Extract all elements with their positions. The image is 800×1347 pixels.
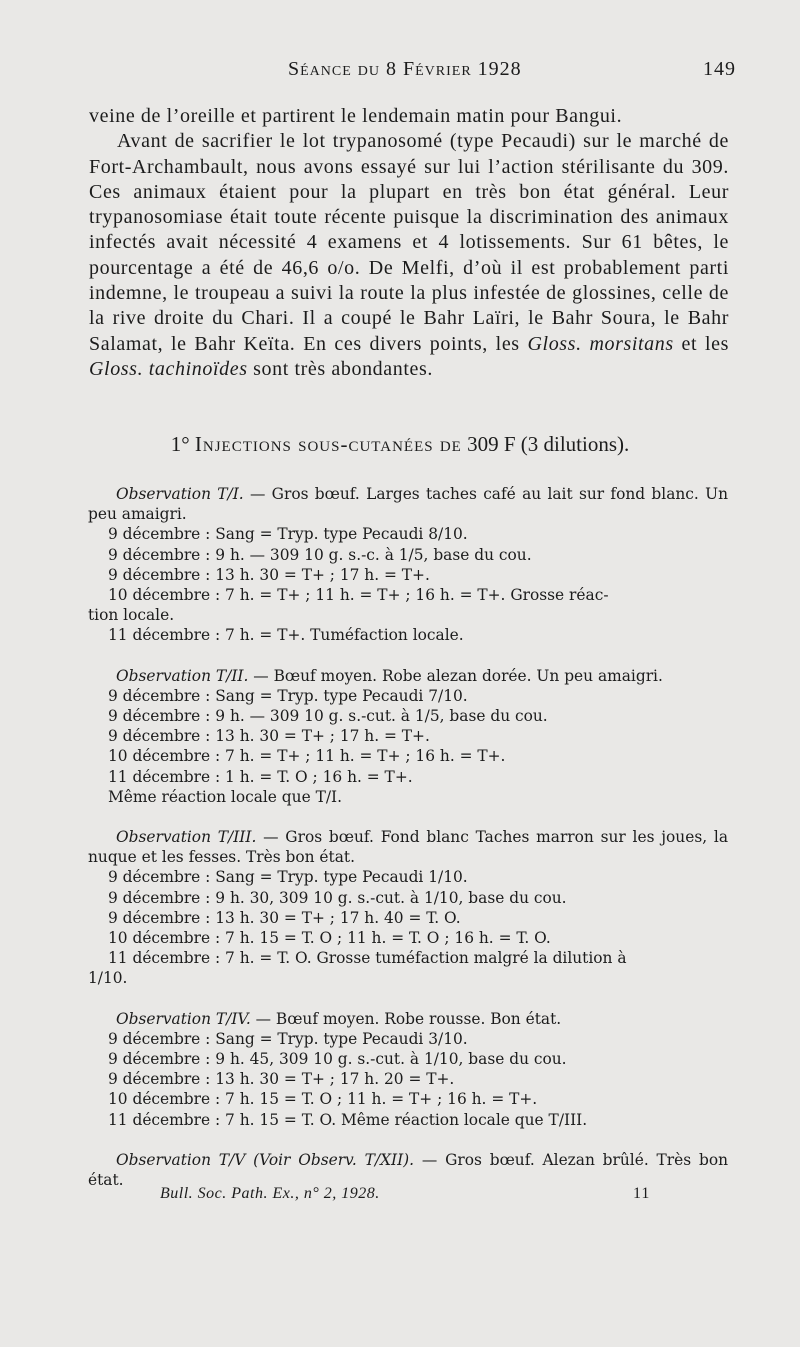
observation-entry: 9 décembre : 9 h. 30, 309 10 g. s.-cut. à 1/10, base du cou. — [108, 888, 567, 907]
observation-description: — Gros bœuf. Fond blanc Taches marron sur les joues, la nuque et les fesses. Très bon état. — [88, 828, 728, 867]
observation-title: Observation T/III. — [116, 828, 257, 847]
species-name: Gloss. morsitans — [527, 332, 674, 355]
observation-intro — [88, 484, 728, 524]
observation-block — [88, 666, 728, 807]
observation-entry: 9 décembre : 9 h. 45, 309 10 g. s.-cut. à 1/10, base du cou. — [108, 1050, 567, 1069]
observation-entry: 9 décembre : 9 h. — 309 10 g. s.-cut. à 1/5, base du cou. — [108, 707, 548, 726]
heading-text: Injections sous-cutanées de — [194, 432, 462, 456]
observation-intro — [88, 1009, 728, 1029]
observations — [88, 484, 728, 1210]
observation-block — [88, 484, 728, 646]
observation-description: — Gros bœuf. Alezan brûlé. Très bon état. — [88, 1150, 728, 1190]
signature-mark: 11 — [633, 1185, 651, 1202]
observation-intro — [88, 666, 728, 686]
observation-title: Observation T/I. — [116, 485, 244, 503]
observation-entry: 9 décembre : 13 h. 30 = T+ ; 17 h. = T+. — [108, 727, 430, 746]
observation-entry: 11 décembre : 7 h. = T+. Tuméfaction locale. — [108, 626, 464, 645]
observation-entry: 9 décembre : Sang = Tryp. type Pecaudi 7/10. — [108, 686, 468, 705]
observation-entry: 11 décembre : 7 h. 15 = T. O. Même réaction locale que T/III. — [108, 1110, 588, 1129]
page-footer — [0, 1185, 800, 1209]
observation-title: Observation T/IV. — [116, 1009, 251, 1028]
observation-entry: 10 décembre : 7 h. 15 = T. O ; 11 h. = T. O ; 16 h. = T. O. — [108, 929, 551, 948]
body-text — [89, 104, 729, 382]
paragraph — [89, 129, 729, 382]
section-heading — [0, 432, 800, 457]
page-number: 149 — [703, 58, 736, 80]
observation-title: Observation T/II. — [116, 666, 249, 685]
observation-entry: 9 décembre : 13 h. 30 = T+ ; 17 h. 40 = T. O. — [108, 908, 461, 927]
observation-entry: 9 décembre : 9 h. — 309 10 g. s.-c. à 1/5, base du cou. — [108, 545, 532, 564]
observation-entry: 9 décembre : Sang = Tryp. type Pecaudi 8/10. — [108, 525, 468, 544]
observation-continuation: 1/10. — [88, 969, 128, 988]
observation-title: Observation T/V (Voir Observ. T/XII). — [116, 1150, 415, 1169]
paragraph-text: et les — [673, 332, 729, 355]
observation-continuation: tion locale. — [88, 606, 175, 625]
observation-block — [88, 1009, 728, 1130]
observation-intro — [88, 827, 728, 867]
observation-entry: Même réaction locale que T/I. — [108, 787, 342, 806]
species-name: Gloss. tachinoïdes — [89, 357, 248, 380]
observation-entry: 9 décembre : Sang = Tryp. type Pecaudi 1/10. — [108, 868, 468, 887]
observation-entry: 9 décembre : 13 h. 30 = T+ ; 17 h. = T+. — [108, 565, 430, 584]
observation-entry: 9 décembre : Sang = Tryp. type Pecaudi 3/10. — [108, 1029, 468, 1048]
observation-entry: 10 décembre : 7 h. 15 = T. O ; 11 h. = T+ ; 16 h. = T+. — [108, 1090, 538, 1109]
observation-block — [88, 827, 728, 989]
observation-entry: 11 décembre : 1 h. = T. O ; 16 h. = T+. — [108, 767, 413, 786]
journal-reference: Bull. Soc. Path. Ex., n° 2, 1928. — [160, 1185, 380, 1202]
running-header — [0, 58, 800, 88]
paragraph-text: Avant de sacrifier le lot trypanosomé (type Pecaudi) sur le marché de Fort-Archambault, nous avons essayé sur lui l’action stérilisante du 309. Ces animaux étaient pour la plupart en très bon état général. Leur trypanosomiase était toute récente puisque la discrimination des animaux infectés avait nécessité 4 examens et 4 lotissements. Sur 61 bêtes, le pourcentage a été de 46,6 o/o. De Melfi, d’où il est probablement parti indemne, le troupeau a suivi la route la plus infestée de glossines, celle de la rive droite du Chari. Il a coupé le Bahr Laïri, le Bahr Soura, le Bahr Salamat, le Bahr Keïta. En ces divers points, les — [89, 130, 729, 355]
observation-description: — Bœuf moyen. Robe alezan dorée. Un peu amaigri. — [248, 666, 663, 685]
paragraph-text: sont très abondantes. — [247, 357, 433, 380]
header-title: Séance du 8 Février 1928 — [288, 58, 522, 80]
observation-entry: 9 décembre : 13 h. 30 = T+ ; 17 h. 20 = T+. — [108, 1070, 455, 1089]
observation-entry: 10 décembre : 7 h. = T+ ; 11 h. = T+ ; 16 h. = T+. Grosse réac- — [108, 586, 609, 605]
observation-description: — Bœuf moyen. Robe rousse. Bon état. — [250, 1009, 562, 1028]
heading-number: 1° — [170, 432, 190, 456]
observation-description: — Gros bœuf. Larges taches café au lait sur fond blanc. Un peu amaigri. — [88, 485, 728, 524]
observation-entry: 10 décembre : 7 h. = T+ ; 11 h. = T+ ; 16 h. = T+. — [108, 747, 506, 766]
observation-entry: 11 décembre : 7 h. = T. O. Grosse tuméfaction malgré la dilution à — [108, 949, 627, 968]
paragraph: veine de l’oreille et partirent le lendemain matin pour Bangui. — [89, 105, 623, 127]
heading-tail: 309 F (3 dilutions). — [467, 432, 630, 456]
